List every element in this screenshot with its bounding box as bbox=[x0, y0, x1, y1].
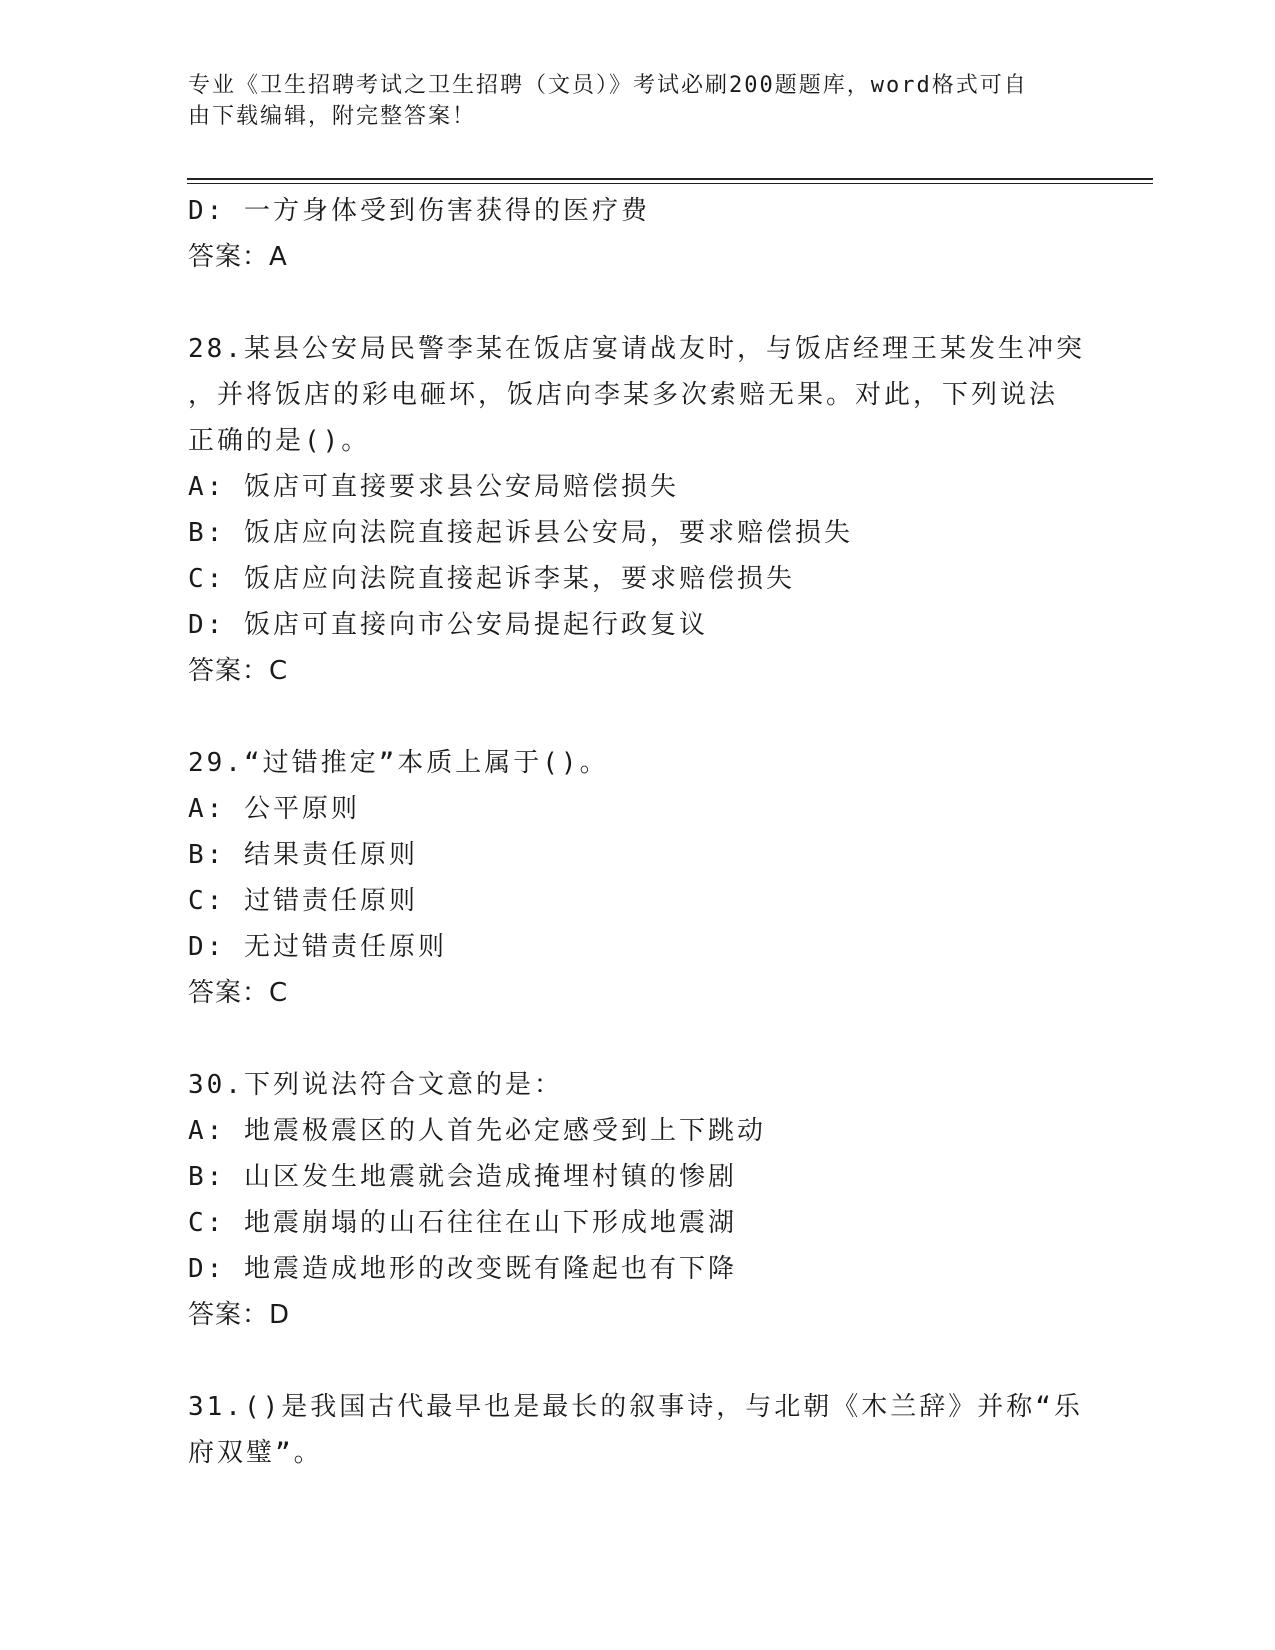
option-b: B: 山区发生地震就会造成掩埋村镇的惨剧 bbox=[188, 1162, 737, 1192]
option-b: B: 结果责任原则 bbox=[188, 840, 418, 870]
question-30 bbox=[188, 1062, 1088, 1338]
document-header bbox=[188, 70, 1068, 132]
header-divider-thin bbox=[187, 183, 1153, 184]
question-text-line: 29.“过错推定”本质上属于()。 bbox=[188, 748, 609, 778]
option-d: D: 地震造成地形的改变既有隆起也有下降 bbox=[188, 1254, 737, 1284]
header-divider-thick bbox=[187, 178, 1153, 180]
option-d: D: 一方身体受到伤害获得的医疗费 bbox=[188, 196, 650, 226]
question-text-line: 府双璧”。 bbox=[188, 1438, 323, 1468]
answer: 答案：D bbox=[188, 1300, 291, 1330]
option-a: A: 地震极震区的人首先必定感受到上下跳动 bbox=[188, 1116, 766, 1146]
option-b: B: 饭店应向法院直接起诉县公安局，要求赔偿损失 bbox=[188, 518, 853, 548]
question-text-line: 31.()是我国古代最早也是最长的叙事诗，与北朝《木兰辞》并称“乐 bbox=[188, 1392, 1083, 1422]
spacer bbox=[188, 280, 1088, 326]
option-d: D: 无过错责任原则 bbox=[188, 932, 447, 962]
previous-question-tail bbox=[188, 188, 1088, 280]
answer: 答案：C bbox=[188, 978, 289, 1008]
question-28 bbox=[188, 326, 1088, 694]
question-text-line: 正确的是()。 bbox=[188, 426, 371, 456]
spacer bbox=[188, 694, 1088, 740]
option-c: C: 过错责任原则 bbox=[188, 886, 418, 916]
option-c: C: 地震崩塌的山石往往在山下形成地震湖 bbox=[188, 1208, 737, 1238]
spacer bbox=[188, 1016, 1088, 1062]
question-text-line: 30.下列说法符合文意的是： bbox=[188, 1070, 563, 1100]
question-31 bbox=[188, 1384, 1088, 1476]
answer: 答案：C bbox=[188, 656, 289, 686]
option-a: A: 饭店可直接要求县公安局赔偿损失 bbox=[188, 472, 679, 502]
option-c: C: 饭店应向法院直接起诉李某，要求赔偿损失 bbox=[188, 564, 795, 594]
spacer bbox=[188, 1338, 1088, 1384]
option-d: D: 饭店可直接向市公安局提起行政复议 bbox=[188, 610, 708, 640]
question-content bbox=[188, 188, 1088, 1476]
header-line-1: 专业《卫生招聘考试之卫生招聘（文员）》考试必刷200题题库，word格式可自 bbox=[188, 73, 1028, 98]
question-text-line: ，并将饭店的彩电砸坏，饭店向李某多次索赔无果。对此，下列说法 bbox=[188, 380, 1059, 410]
header-line-2: 由下载编辑，附完整答案！ bbox=[188, 104, 477, 129]
option-a: A: 公平原则 bbox=[188, 794, 360, 824]
answer: 答案：A bbox=[188, 242, 288, 272]
question-text-line: 28.某县公安局民警李某在饭店宴请战友时，与饭店经理王某发生冲突 bbox=[188, 334, 1085, 364]
question-29 bbox=[188, 740, 1088, 1016]
